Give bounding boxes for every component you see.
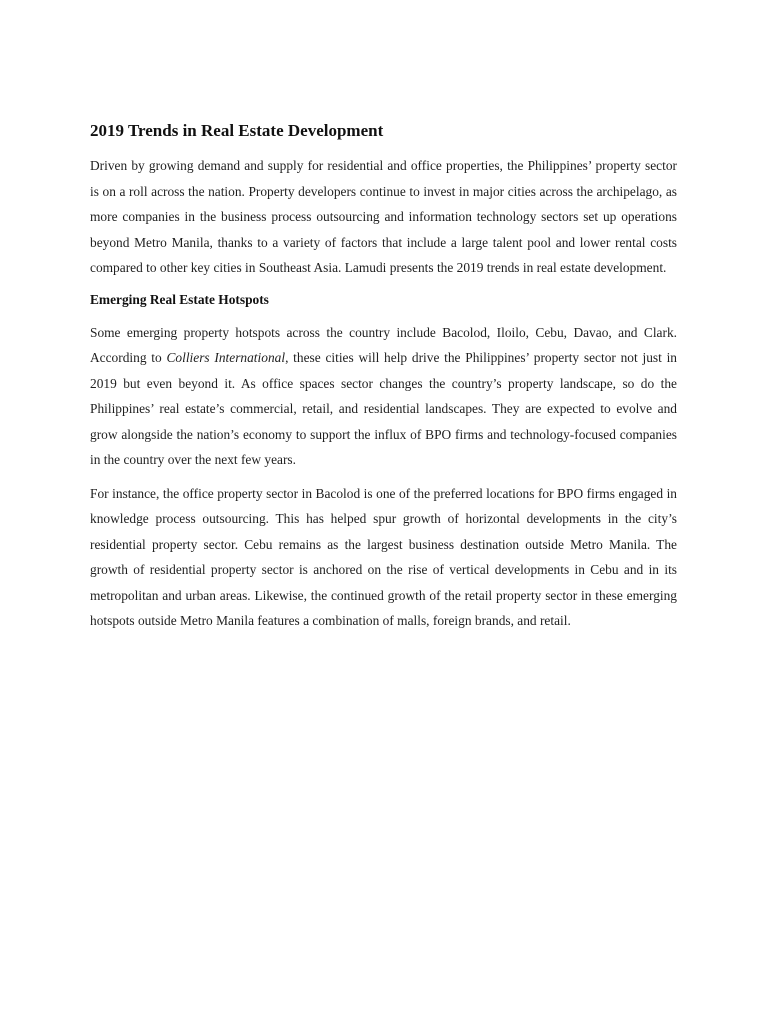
intro-paragraph: Driven by growing demand and supply for residential and office properties, the Philippines’ property sector is on a roll across the nation. Property developers continue to invest in major cities across the archipelago, as more companies in the business process outsourcing and information technology sectors set up operations beyond Metro Manila, thanks to a variety of factors that include a large talent pool and lower rental costs compared to other key cities in Southeast Asia. Lamudi presents the 2019 trends in real estate development. (90, 158, 677, 275)
section-heading: Emerging Real Estate Hotspots (90, 291, 269, 307)
hotspots-paragraph (90, 320, 677, 473)
hotspots-text-before: Some emerging property hotspots across the country include Bacolod, Iloilo, Cebu, Davao, and Clark. According to (90, 324, 677, 365)
bacolod-cebu-paragraph: For instance, the office property sector in Bacolod is one of the preferred locations for BPO firms engaged in knowledge process outsourcing. This has helped spur growth of horizontal developments in the city’s residential property sector. Cebu remains as the largest business destination outside Metro Manila. The growth of residential property sector is anchored on the rise of vertical developments in Cebu and in its metropolitan and urban areas. Likewise, the continued growth of the retail property sector in these emerging hotspots outside Metro Manila features a combination of malls, foreign brands, and retail. (90, 485, 677, 628)
document-title: 2019 Trends in Real Estate Development (90, 121, 384, 140)
hotspots-text-after: , these cities will help drive the Philippines’ property sector not just in 2019 but even beyond it. As office spaces sector changes the country’s property landscape, so do the Philippines’ real estate’s commercial, retail, and residential landscapes. They are expected to evolve and grow alongside the nation’s economy to support the influx of BPO firms and technology-focused companies in the country over the next few years. (90, 350, 678, 467)
source-name-italic: Colliers International (166, 350, 286, 365)
document-body (90, 119, 677, 642)
